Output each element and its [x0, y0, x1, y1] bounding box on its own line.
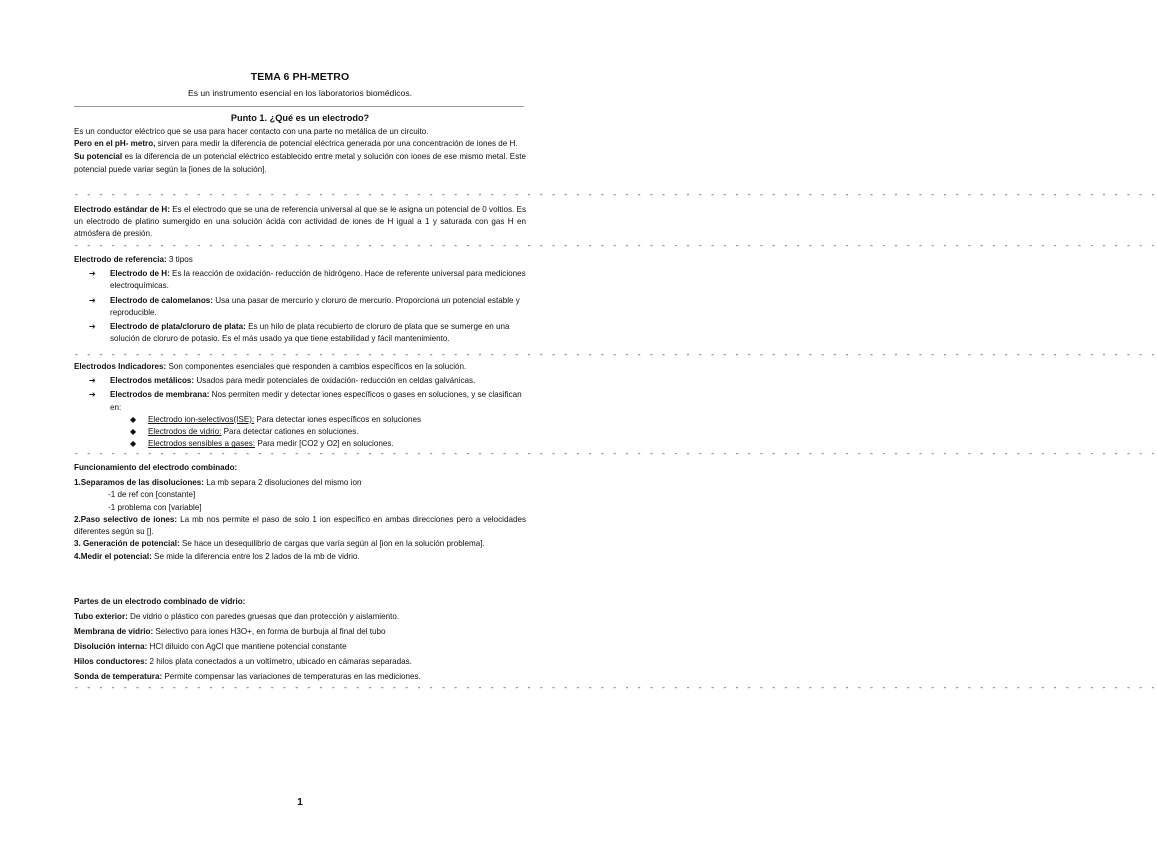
reference-item-bold: Electrodo de H:: [110, 269, 170, 279]
parts-item-bold: Membrana de vidrio:: [74, 627, 154, 636]
parts-item-rest: Permite compensar las variaciones de temperaturas en las mediciones.: [162, 672, 421, 681]
glass-electrode-parts: [74, 594, 526, 684]
reference-item-rest: Es un hilo de plata recubierto de cloruro de plata que se sumerge en una solución de cloruro de potasio. Es el más usado ya que tiene estabilidad y fácil mantenimiento.: [110, 322, 510, 344]
combined-step-1-sub2: -1 problema con [variable]: [108, 502, 202, 512]
combined-step-1-sub1: -1 de ref con [constante]: [108, 490, 196, 500]
indicator-item-rest: Nos permiten medir y detectar iones específicos o gases en soluciones, y se clasifican en:: [110, 390, 522, 412]
separator-2: - - - - - - - - - - - - - - - - - - - - - - - - - - - - - - - - - - - - - - - - - - - - - - - - - - - - - - - - - - - - - - - - - - - - - - - - - - - - - - - - - - - - - - - - -: [74, 241, 1157, 250]
point1-section: [74, 126, 526, 176]
combined-step-3-rest: Se hace un desequilibrio de cargas que varía según al [ion en la solución problema].: [179, 539, 485, 549]
reference-item-rest: Es la reacción de oxidación- reducción de hidrógeno. Hace de referente universal para mediciones electroquímicas.: [110, 269, 526, 291]
arrow-icon: ➔: [89, 322, 96, 332]
membrane-subitem-label: Electrodo ion-selectivos(ISE):: [148, 414, 255, 424]
standard-electrode-bold: Electrodo estándar de H:: [74, 205, 170, 214]
page-number: 1: [297, 797, 303, 808]
combined-step-1-rest: La mb separa 2 disoluciones del mismo ion: [204, 478, 362, 488]
parts-item: [74, 609, 526, 624]
page-title: TEMA 6 PH-METRO: [250, 71, 350, 83]
membrane-subitem-label: Electrodos sensibles a gases:: [148, 439, 256, 449]
point1-line1: Es un conductor eléctrico que se usa para hacer contacto con una parte no metálica de un circuito.: [74, 127, 429, 136]
reference-item: [74, 321, 526, 345]
combined-heading: Funcionamiento del electrodo combinado:: [74, 463, 238, 472]
parts-item-bold: Hilos conductores:: [74, 657, 148, 666]
indicator-item: [74, 375, 526, 387]
membrane-subitem-rest: Para medir [CO2 y O2] en soluciones.: [255, 439, 394, 449]
reference-heading-bold: Electrodo de referencia:: [74, 255, 167, 264]
point1-line2-rest: sirven para medir la diferencia de potencial eléctrica generada por una concentración de iones de H.: [155, 139, 518, 149]
combined-step-4-bold: 4.Medir el potencial:: [74, 552, 152, 562]
indicator-heading: [74, 361, 526, 373]
parts-item-rest: De vidrio o plástico con paredes gruesas que dan protección y aislamiento.: [127, 612, 400, 621]
separator-5: - - - - - - - - - - - - - - - - - - - - - - - - - - - - - - - - - - - - - - - - - - - - - - - - - - - - - - - - - - - - - - - - - - - - - - - - - - - - - - - - - - - - - - - - -: [74, 683, 1157, 692]
standard-electrode-rest: Es el electrodo que se una de referencia universal al que se le asigna un potencial de 0 voltios. Es un electrodo de platino sumergido en una solución ácida con actividad de iones de H igual a 1 y saturada con gas H en atmósfera de presión.: [74, 205, 526, 239]
membrane-subitem: [74, 426, 526, 438]
point1-line3-bold: Su potencial: [74, 152, 123, 162]
indicator-heading-rest: Son componentes esenciales que responden a cambios específicos en la solución.: [166, 362, 467, 371]
reference-electrodes: [74, 254, 526, 345]
parts-item-bold: Tubo exterior:: [74, 612, 128, 621]
combined-electrode-operation: [74, 462, 526, 564]
indicator-item: [74, 389, 526, 413]
diamond-bullet-icon: ◆: [130, 439, 137, 449]
combined-step-3: [74, 538, 526, 550]
point1-line2: [74, 138, 526, 150]
title-divider: [74, 106, 524, 107]
arrow-icon: ➔: [89, 376, 96, 386]
membrane-subitem-rest: Para detectar iones específicos en soluciones: [254, 414, 422, 424]
indicator-electrodes: [74, 361, 526, 450]
separator-1: - - - - - - - - - - - - - - - - - - - - - - - - - - - - - - - - - - - - - - - - - - - - - - - - - - - - - - - - - - - - - - - - - - - - - - - - - - - - - - - - - - - - - - - - -: [74, 190, 1157, 199]
parts-heading: Partes de un electrodo combinado de vidrio:: [74, 597, 246, 606]
point1-line3: [74, 151, 526, 175]
point1-line3-rest: es la diferencia de un potencial eléctrico establecido entre metal y solución con iones de ese mismo metal. Este potencial puede variar según la [iones de la solución].: [74, 152, 527, 174]
parts-item-rest: Selectivo para iones H3O+, en forma de burbuja al final del tubo: [153, 627, 386, 636]
combined-step-4: [74, 551, 526, 563]
indicator-item-bold: Electrodos de membrana:: [110, 390, 210, 400]
arrow-icon: ➔: [89, 269, 96, 279]
parts-item-bold: Sonda de temperatura:: [74, 672, 163, 681]
combined-step-1: [74, 477, 526, 489]
indicator-item-bold: Electrodos metálicos:: [110, 376, 195, 386]
arrow-icon: ➔: [89, 390, 96, 400]
parts-item: [74, 669, 526, 684]
membrane-subitem-rest: Para detectar cationes en soluciones.: [221, 427, 359, 437]
reference-item: [74, 268, 526, 292]
parts-item-rest: 2 hilos plata conectados a un voltímetro, ubicado en cámaras separadas.: [147, 657, 412, 666]
parts-item-rest: HCl diluido con AgCl que mantiene potencial constante: [147, 642, 347, 651]
reference-item: [74, 295, 526, 319]
indicator-heading-bold: Electrodos Indicadores:: [74, 362, 167, 371]
reference-item-bold: Electrodo de plata/cloruro de plata:: [110, 322, 246, 332]
combined-step-2: [74, 514, 526, 538]
combined-step-2-bold: 2.Paso selectivo de iones:: [74, 514, 178, 524]
parts-item: [74, 624, 526, 639]
combined-step-1-bold: 1.Separamos de las disoluciones:: [74, 478, 204, 488]
page-subtitle: Es un instrumento esencial en los laboratorios biomédicos.: [187, 88, 413, 98]
arrow-icon: ➔: [89, 295, 96, 305]
combined-step-2-rest: La mb nos permite el paso de solo 1 ion específico en ambas direcciones pero a velocidades diferentes según su [].: [74, 514, 527, 537]
combined-step-4-rest: Se mide la diferencia entre los 2 lados de la mb de vidrio.: [151, 552, 360, 562]
reference-item-rest: Usa una pasar de mercurio y cloruro de mercurio. Proporciona un potencial estable y reproducible.: [110, 295, 520, 317]
membrane-subitem-label: Electrodos de vidrio:: [148, 427, 222, 437]
parts-item: [74, 639, 526, 654]
point1-line2-bold: Pero en el pH- metro,: [74, 139, 156, 149]
reference-heading-rest: 3 tipos: [166, 255, 193, 264]
membrane-subitem: [74, 414, 526, 426]
separator-3: - - - - - - - - - - - - - - - - - - - - - - - - - - - - - - - - - - - - - - - - - - - - - - - - - - - - - - - - - - - - - - - - - - - - - - - - - - - - - - - - - - - - - - - - -: [74, 350, 1157, 359]
reference-heading: [74, 254, 526, 266]
diamond-bullet-icon: ◆: [130, 414, 137, 424]
diamond-bullet-icon: ◆: [130, 427, 137, 437]
combined-step-3-bold: 3. Generación de potencial:: [74, 539, 180, 549]
parts-item-bold: Disolución interna:: [74, 642, 148, 651]
parts-item: [74, 654, 526, 669]
standard-electrode: [74, 204, 526, 241]
separator-4: - - - - - - - - - - - - - - - - - - - - - - - - - - - - - - - - - - - - - - - - - - - - - - - - - - - - - - - - - - - - - - - - - - - - - - - - - - - - - - - - - - - - - - - - -: [74, 449, 1157, 458]
point1-heading: Punto 1. ¿Qué es un electrodo?: [230, 113, 370, 123]
reference-item-bold: Electrodo de calomelanos:: [110, 295, 213, 305]
indicator-item-rest: Usados para medir potenciales de oxidación- reducción en celdas galvánicas.: [194, 376, 476, 386]
